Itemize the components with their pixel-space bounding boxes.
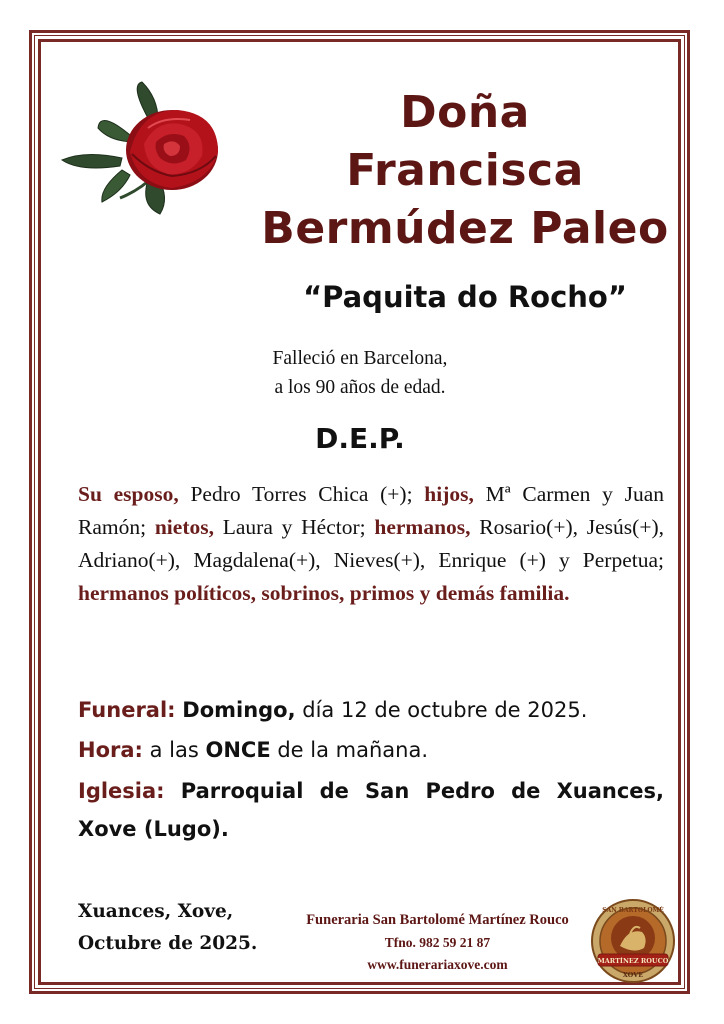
funeral-line bbox=[78, 692, 664, 728]
family-closing: hermanos políticos, sobrinos, primos y demás familia. bbox=[78, 581, 570, 605]
hora-time: ONCE bbox=[205, 738, 271, 762]
iglesia-line bbox=[78, 772, 664, 848]
death-line-1: Falleció en Barcelona, bbox=[272, 348, 448, 369]
spouse-text: Pedro Torres Chica (+); bbox=[178, 482, 425, 506]
seal-top-text: SAN BARTOLOMÉ bbox=[602, 907, 664, 914]
hora-line bbox=[78, 732, 664, 768]
death-line-2: a los 90 años de edad. bbox=[274, 377, 446, 398]
children-text: Mª Carmen y Juan Ramón; bbox=[78, 482, 664, 539]
funeral-home-name: Funeraria San Bartolomé Martínez Rouco bbox=[306, 912, 569, 928]
funeral-home-seal-icon bbox=[590, 898, 676, 984]
grandchildren-label: nietos, bbox=[154, 515, 214, 539]
hora-post: de la mañana. bbox=[270, 738, 429, 762]
hora-label: Hora: bbox=[78, 738, 143, 762]
dep-heading: D.E.P. bbox=[315, 422, 405, 455]
funeral-date: día 12 de octubre de 2025. bbox=[295, 698, 588, 722]
siblings-label: hermanos, bbox=[374, 515, 471, 539]
seal-bottom-text: MARTÍNEZ ROUCO bbox=[597, 957, 669, 965]
iglesia-label: Iglesia: bbox=[78, 779, 165, 803]
funeral-home-info bbox=[285, 908, 590, 976]
iglesia-text: Parroquial de San Pedro de Xuances, Xove (Lugo). bbox=[78, 779, 664, 841]
funeral-label: Funeral: bbox=[78, 698, 176, 722]
children-label: hijos, bbox=[424, 482, 474, 506]
siblings-text: Rosario(+), Jesús(+), Adriano(+), Magdalena(+), Nieves(+), Enrique (+) y Perpetua; bbox=[78, 515, 664, 572]
spouse-label: Su esposo, bbox=[78, 482, 179, 506]
rose-icon bbox=[60, 80, 225, 215]
funeral-day: Domingo, bbox=[182, 698, 296, 722]
grandchildren-text: Laura y Héctor; bbox=[213, 515, 375, 539]
place-date bbox=[78, 896, 257, 960]
funeral-home-phone: Tfno. 982 59 21 87 bbox=[384, 935, 491, 950]
place-line: Xuances, Xove, bbox=[78, 901, 234, 922]
family-paragraph bbox=[78, 478, 664, 610]
hora-pre: a las bbox=[142, 738, 206, 762]
death-notice bbox=[150, 344, 570, 402]
funeral-home-website[interactable]: www.funerariaxove.com bbox=[367, 957, 508, 972]
nickname: “Paquita do Rocho” bbox=[303, 280, 627, 314]
surname-line: Bermúdez Paleo bbox=[261, 203, 669, 254]
title-line: Doña bbox=[400, 87, 530, 138]
first-name-line: Francisca bbox=[346, 145, 584, 196]
seal-place-text: XOVE bbox=[622, 971, 644, 979]
date-line: Octubre de 2025. bbox=[78, 933, 258, 954]
deceased-name bbox=[230, 84, 700, 258]
